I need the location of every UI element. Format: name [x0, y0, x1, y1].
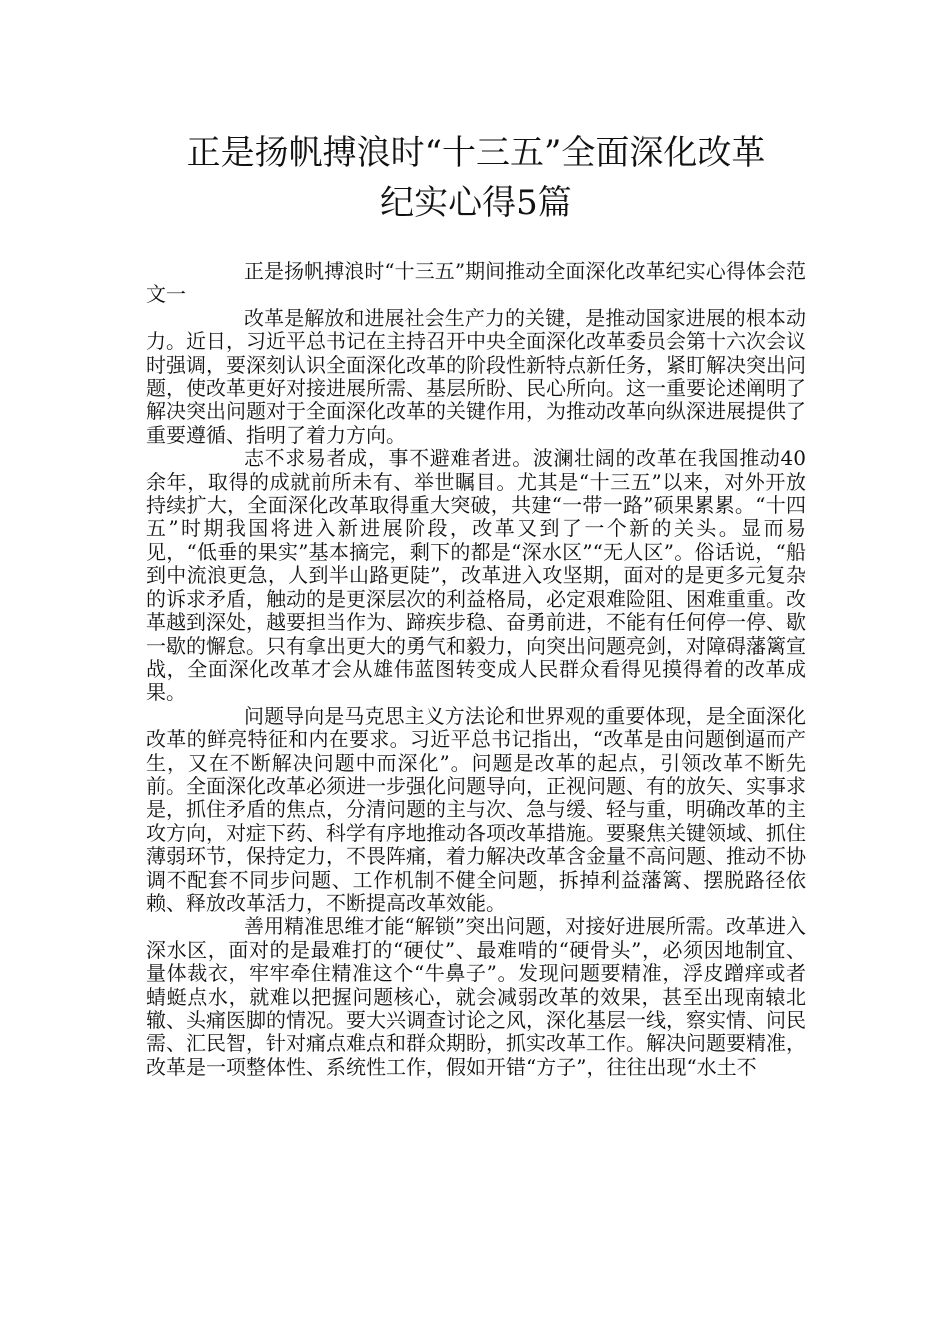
paragraph-heading: 正是扬帆搏浪时“十三五”期间推动全面深化改革纪实心得体会范文一: [146, 259, 806, 307]
document-title: [146, 128, 806, 228]
document-page: [146, 0, 806, 1079]
paragraph: 改革是解放和进展社会生产力的关键，是推动国家进展的根本动力。近日，习近平总书记在主持召开中央全面深化改革委员会第十六次会议时强调，要深刻认识全面深化改革的阶段性新特点新任务，紧盯解决突出问题，使改革更好对接进展所需、基层所盼、民心所向。这一重要论述阐明了解决突出问题对于全面深化改革的关键作用，为推动改革向纵深进展提供了重要遵循、指明了着力方向。: [146, 305, 806, 447]
paragraph: 志不求易者成，事不避难者进。波澜壮阔的改革在我国推动40余年，取得的成就前所未有、举世瞩目。尤其是“十三五”以来，对外开放持续扩大，全面深化改革取得重大突破，共建“一带一路”硕果累累。“十四五”时期我国将进入新进展阶段，改革又到了一个新的关头。显而易见，“低垂的果实”基本摘完，剩下的都是“深水区”“无人区”。俗话说，“船到中流浪更急，人到半山路更陡”，改革进入攻坚期，面对的是更多元复杂的诉求矛盾，触动的是更深层次的利益格局，必定艰难险阻、困难重重。改革越到深处，越要担当作为、蹄疾步稳、奋勇前进，不能有任何停一停、歇一歇的懈怠。只有拿出更大的勇气和毅力，向突出问题亮剑，对障碍藩篱宣战，全面深化改革才会从雄伟蓝图转变成人民群众看得见摸得着的改革成果。: [146, 446, 806, 705]
title-line-1: 正是扬帆搏浪时“十三五”全面深化改革: [186, 133, 766, 173]
title-line-2: 纪实心得5篇: [380, 183, 572, 223]
paragraph: 问题导向是马克思主义方法论和世界观的重要体现，是全面深化改革的鲜亮特征和内在要求。习近平总书记指出，“改革是由问题倒逼而产生，又在不断解决问题中而深化”。问题是改革的起点，引领改革不断先前。全面深化改革必须进一步强化问题导向，正视问题、有的放矢、实事求是，抓住矛盾的焦点，分清问题的主与次、急与缓、轻与重，明确改革的主攻方向，对症下药、科学有序地推动各项改革措施。要聚焦关键领域、抓住薄弱环节，保持定力，不畏阵痛，着力解决改革含金量不高问题、推动不协调不配套不同步问题、工作机制不健全问题，拆掉利益藩篱、摆脱路径依赖、释放改革活力，不断提高改革效能。: [146, 703, 806, 915]
paragraph: 善用精准思维才能“解锁”突出问题，对接好进展所需。改革进入深水区，面对的是最难打的“硬仗”、最难啃的“硬骨头”，必须因地制宜、量体裁衣，牢牢牵住精准这个“牛鼻子”。发现问题要精准，浮皮蹭痒或者蜻蜓点水，就难以把握问题核心，就会减弱改革的效果，甚至出现南辕北辙、头痛医脚的情况。要大兴调查讨论之风，深化基层一线，察实情、问民需、汇民智，针对痛点难点和群众期盼，抓实改革工作。解决问题要精准，改革是一项整体性、系统性工作，假如开错“方子”，往往出现“水土不: [146, 914, 806, 1079]
document-body: [146, 260, 806, 1079]
